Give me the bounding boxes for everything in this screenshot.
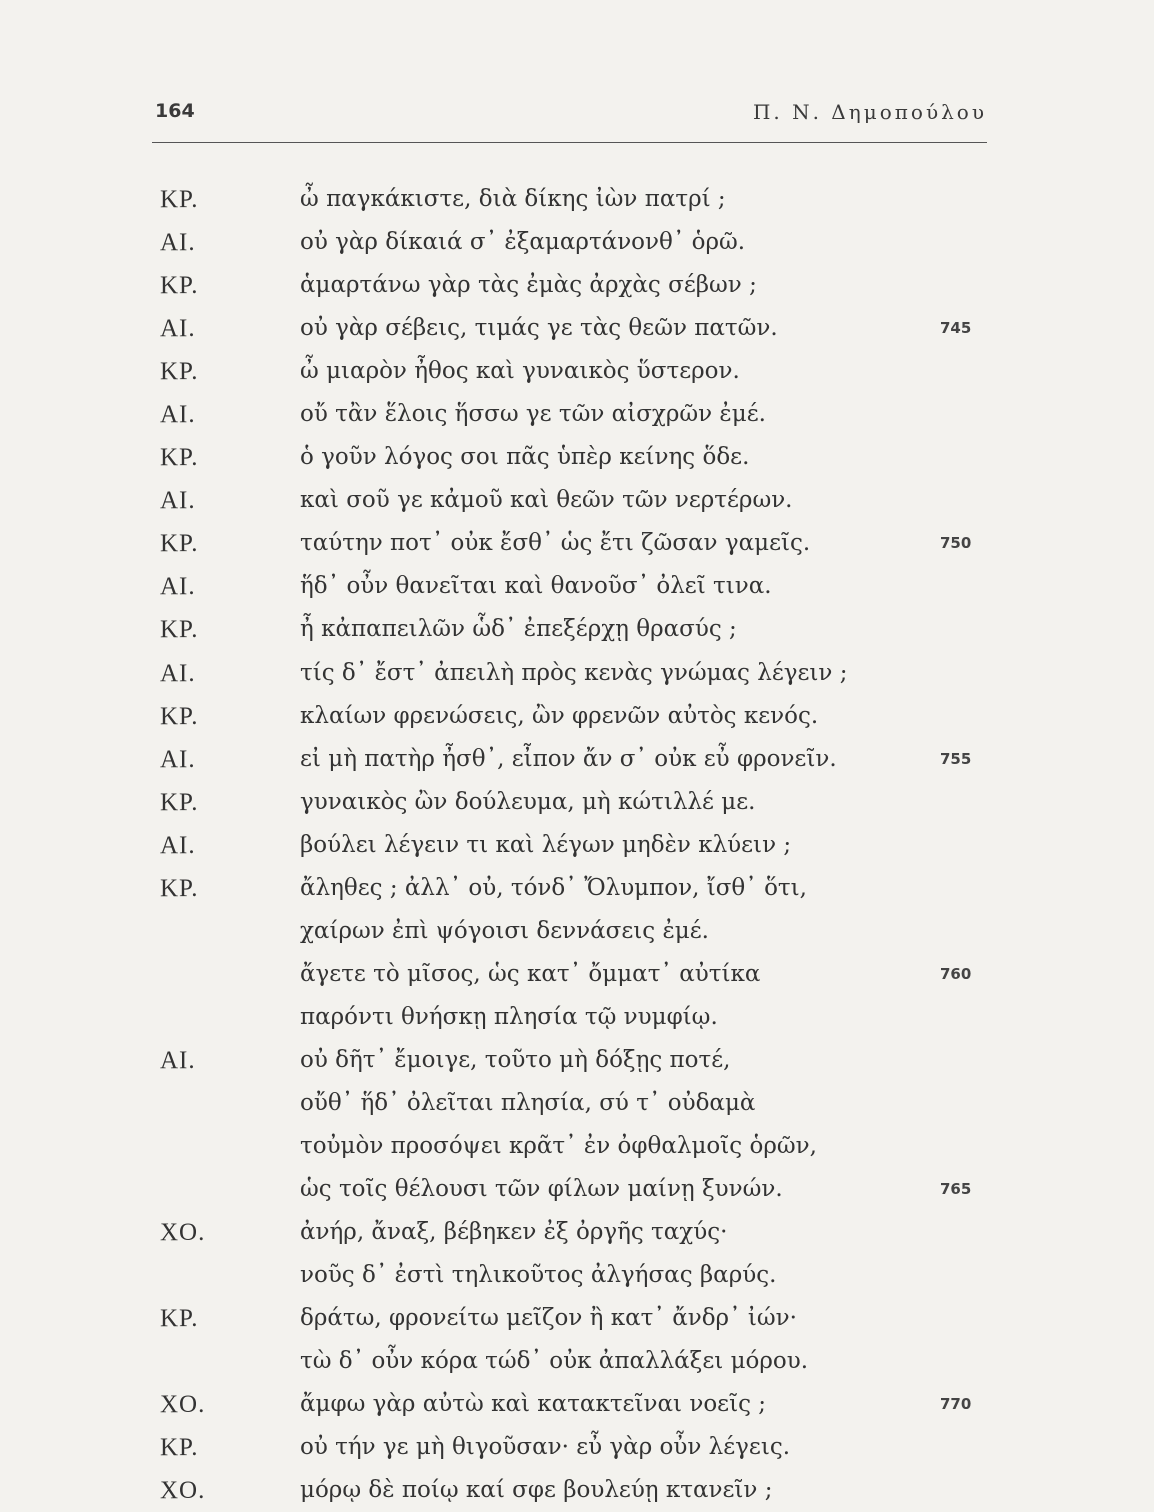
verse-text: ἄληθες ; ἀλλ᾽ οὐ, τόνδ᾽ Ὄλυμπον, ἴσθ᾽ ὅτι, <box>300 874 807 901</box>
verse-text: εἰ μὴ πατὴρ ἦσθ᾽, εἶπον ἄν σ᾽ οὐκ εὖ φρονεῖν. <box>300 745 837 772</box>
verse-line <box>160 1039 1000 1082</box>
speaker-label: ΑΙ. <box>160 831 196 859</box>
verse-line <box>160 565 1000 608</box>
verse-line <box>160 1254 1000 1297</box>
line-number: 755 <box>940 749 972 768</box>
verse-line <box>160 1168 1000 1211</box>
page-header <box>155 100 987 140</box>
verse-text: ἦ κἀπαπειλῶν ὧδ᾽ ἐπεξέρχῃ θρασύς ; <box>300 616 737 643</box>
verse-line <box>160 1211 1000 1254</box>
verse-line <box>160 1082 1000 1125</box>
verse-line <box>160 393 1000 436</box>
verse-line <box>160 1297 1000 1340</box>
verse-text: ὦ μιαρὸν ἦθος καὶ γυναικὸς ὕστερον. <box>300 358 740 385</box>
verse-text: μόρῳ δὲ ποίῳ καί σφε βουλεύῃ κτανεῖν ; <box>300 1477 773 1504</box>
verse-text: ὦ παγκάκιστε, διὰ δίκης ἰὼν πατρί ; <box>300 186 726 212</box>
page-number: 164 <box>155 100 195 122</box>
verse-line <box>160 1469 1000 1512</box>
verse-line <box>160 1340 1000 1383</box>
speaker-label: ΚΡ. <box>160 530 199 558</box>
verse-text: οὐ γὰρ σέβεις, τιμάς γε τὰς θεῶν πατῶν. <box>300 315 778 342</box>
verse-line <box>160 1426 1000 1469</box>
line-number: 750 <box>940 534 972 553</box>
verse-line <box>160 867 1000 910</box>
verse-line <box>160 824 1000 867</box>
speaker-label: ΚΡ. <box>160 1305 199 1333</box>
verse-lines <box>160 178 1000 1512</box>
speaker-label: ΑΙ. <box>160 401 196 429</box>
verse-line <box>160 522 1000 565</box>
verse-line <box>160 350 1000 393</box>
verse-text: ἥδ᾽ οὖν θανεῖται καὶ θανοῦσ᾽ ὀλεῖ τινα. <box>300 573 772 600</box>
verse-text: δράτω, φρονείτω μεῖζον ἢ κατ᾽ ἄνδρ᾽ ἰών· <box>300 1305 797 1332</box>
speaker-label: ΚΡ. <box>160 1434 199 1462</box>
speaker-label: ΑΙ. <box>160 315 196 343</box>
speaker-label: ΚΡ. <box>160 186 199 213</box>
speaker-label: ΚΡ. <box>160 788 199 816</box>
speaker-label: ΑΙ. <box>160 1046 196 1074</box>
verse-text: ὁ γοῦν λόγος σοι πᾶς ὑπὲρ κείνης ὅδε. <box>300 444 750 471</box>
verse-line <box>160 178 1000 221</box>
verse-line <box>160 953 1000 996</box>
verse-text: κλαίων φρενώσεις, ὢν φρενῶν αὐτὸς κενός. <box>300 702 819 729</box>
verse-text: ἀνήρ, ἄναξ, βέβηκεν ἐξ ὀργῆς ταχύς· <box>300 1219 728 1246</box>
verse-line <box>160 996 1000 1039</box>
verse-line <box>160 738 1000 781</box>
speaker-label: ΚΡ. <box>160 702 199 730</box>
speaker-label: ΧΟ. <box>160 1219 206 1247</box>
running-head: Π. Ν. Δημοπούλου <box>752 100 987 124</box>
speaker-label: ΧΟ. <box>160 1391 206 1419</box>
line-number: 770 <box>940 1395 972 1414</box>
verse-text: οὐ τήν γε μὴ θιγοῦσαν· εὖ γὰρ οὖν λέγεις. <box>300 1434 791 1461</box>
verse-line <box>160 910 1000 953</box>
verse-text: τοὐμὸν προσόψει κρᾶτ᾽ ἐν ὀφθαλμοῖς ὁρῶν, <box>300 1133 817 1160</box>
verse-text: ἄμφω γὰρ αὐτὼ καὶ κατακτεῖναι νοεῖς ; <box>300 1391 767 1418</box>
speaker-label: ΧΟ. <box>160 1477 206 1505</box>
verse-line <box>160 781 1000 824</box>
header-rule <box>152 142 987 143</box>
verse-text: χαίρων ἐπὶ ψόγοισι δεννάσεις ἐμέ. <box>300 917 709 944</box>
verse-text: βούλει λέγειν τι καὶ λέγων μηδὲν κλύειν ; <box>300 831 792 858</box>
line-number: 765 <box>940 1180 972 1199</box>
verse-text: οὔθ᾽ ἥδ᾽ ὀλεῖται πλησία, σύ τ᾽ οὐδαμὰ <box>300 1089 756 1116</box>
speaker-label: ΚΡ. <box>160 874 199 902</box>
verse-text: ἁμαρτάνω γὰρ τὰς ἐμὰς ἀρχὰς σέβων ; <box>300 272 757 299</box>
speaker-label: ΑΙ. <box>160 659 196 687</box>
speaker-label: ΚΡ. <box>160 444 199 472</box>
verse-line <box>160 436 1000 479</box>
speaker-label: ΚΡ. <box>160 272 199 300</box>
verse-text: τίς δ᾽ ἔστ᾽ ἀπειλὴ πρὸς κενὰς γνώμας λέγειν ; <box>300 659 848 686</box>
verse-text: οὐ γὰρ δίκαιά σ᾽ ἐξαμαρτάνονθ᾽ ὁρῶ. <box>300 229 746 256</box>
verse-line <box>160 479 1000 522</box>
verse-text: τὼ δ᾽ οὖν κόρα τώδ᾽ οὐκ ἀπαλλάξει μόρου. <box>300 1348 809 1375</box>
verse-text: ὡς τοῖς θέλουσι τῶν φίλων μαίνῃ ξυνών. <box>300 1176 783 1203</box>
verse-line <box>160 1125 1000 1168</box>
verse-text: γυναικὸς ὢν δούλευμα, μὴ κώτιλλέ με. <box>300 788 756 815</box>
speaker-label: ΑΙ. <box>160 229 196 257</box>
speaker-label: ΑΙ. <box>160 745 196 773</box>
speaker-label: ΑΙ. <box>160 487 196 515</box>
verse-line <box>160 652 1000 695</box>
verse-line <box>160 695 1000 738</box>
line-number: 760 <box>940 964 972 983</box>
verse-text: ταύτην ποτ᾽ οὐκ ἔσθ᾽ ὡς ἔτι ζῶσαν γαμεῖς. <box>300 530 811 557</box>
verse-text: ἄγετε τὸ μῖσος, ὡς κατ᾽ ὄμματ᾽ αὐτίκα <box>300 960 761 987</box>
verse-text: οὐ δῆτ᾽ ἔμοιγε, τοῦτο μὴ δόξῃς ποτέ, <box>300 1046 731 1073</box>
verse-line <box>160 264 1000 307</box>
speaker-label: ΚΡ. <box>160 358 199 386</box>
verse-text: καὶ σοῦ γε κἀμοῦ καὶ θεῶν τῶν νερτέρων. <box>300 487 793 514</box>
verse-line <box>160 608 1000 651</box>
line-number: 745 <box>940 319 972 338</box>
speaker-label: ΑΙ. <box>160 573 196 601</box>
verse-line <box>160 221 1000 264</box>
verse-line <box>160 307 1000 350</box>
verse-text: οὔ τἂν ἕλοις ἥσσω γε τῶν αἰσχρῶν ἐμέ. <box>300 401 766 428</box>
verse-line <box>160 1383 1000 1426</box>
verse-text: παρόντι θνήσκῃ πλησία τῷ νυμφίῳ. <box>300 1003 718 1030</box>
verse-text: νοῦς δ᾽ ἐστὶ τηλικοῦτος ἀλγήσας βαρύς. <box>300 1262 777 1289</box>
speaker-label: ΚΡ. <box>160 616 199 644</box>
